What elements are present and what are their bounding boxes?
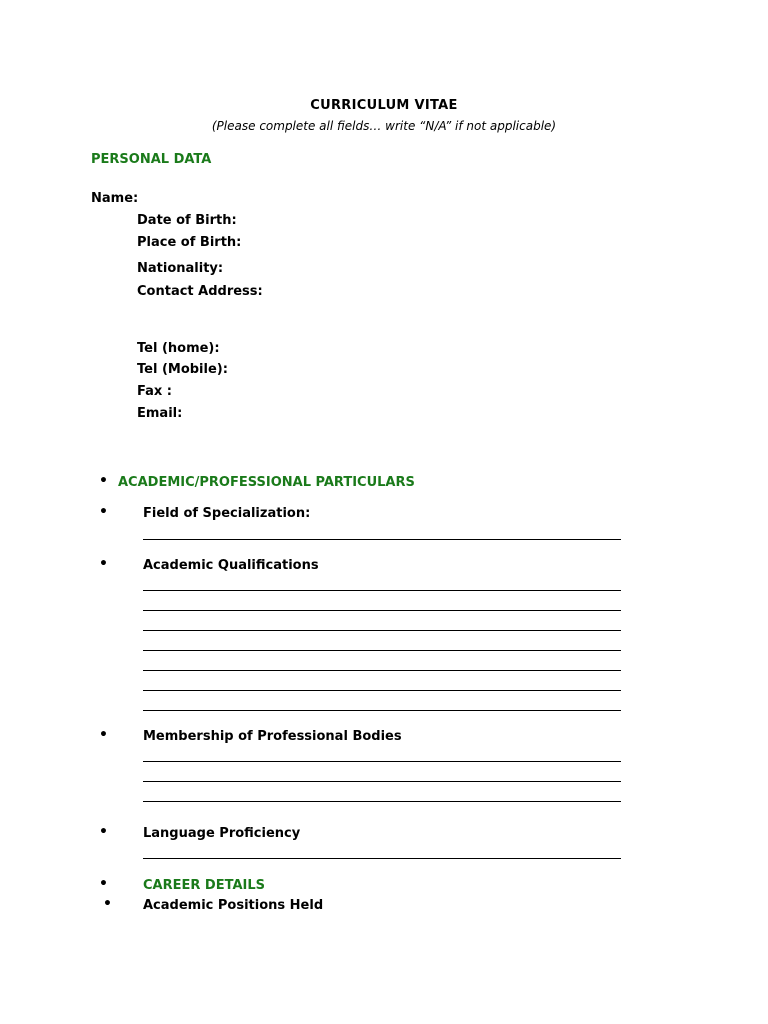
- tel-mobile-label: Tel (Mobile):: [137, 362, 228, 377]
- tel-home-label: Tel (home):: [137, 341, 220, 356]
- bullet-icon: •: [99, 556, 108, 572]
- page-subtitle: (Please complete all fields… write “N/A” if not applicable): [211, 119, 557, 133]
- language-answer-line[interactable]: [143, 858, 621, 859]
- membership-answer-line[interactable]: [143, 781, 621, 782]
- specialization-answer-line[interactable]: [143, 539, 621, 540]
- bullet-icon: •: [103, 896, 112, 912]
- fax-label: Fax :: [137, 384, 173, 399]
- qualification-answer-line[interactable]: [143, 630, 621, 631]
- bullet-icon: •: [99, 504, 108, 520]
- language-proficiency-label: Language Proficiency: [143, 826, 301, 841]
- bullet-icon: •: [99, 876, 108, 892]
- page-title: CURRICULUM VITAE: [310, 98, 458, 113]
- bullet-icon: •: [99, 727, 108, 743]
- qualification-answer-line[interactable]: [143, 610, 621, 611]
- qualification-answer-line[interactable]: [143, 670, 621, 671]
- date-of-birth-label: Date of Birth:: [137, 213, 237, 228]
- membership-label: Membership of Professional Bodies: [143, 729, 402, 744]
- qualification-answer-line[interactable]: [143, 650, 621, 651]
- bullet-icon: •: [99, 473, 108, 489]
- membership-answer-line[interactable]: [143, 801, 621, 802]
- email-label: Email:: [137, 406, 183, 421]
- academic-qualifications-label: Academic Qualifications: [143, 558, 319, 573]
- academic-heading: ACADEMIC/PROFESSIONAL PARTICULARS: [118, 475, 415, 490]
- qualification-answer-line[interactable]: [143, 710, 621, 711]
- contact-address-label: Contact Address:: [137, 284, 263, 299]
- academic-positions-label: Academic Positions Held: [143, 898, 324, 913]
- qualification-answer-line[interactable]: [143, 590, 621, 591]
- name-label: Name:: [91, 191, 139, 206]
- field-of-specialization-label: Field of Specialization:: [143, 506, 311, 521]
- place-of-birth-label: Place of Birth:: [137, 235, 242, 250]
- nationality-label: Nationality:: [137, 261, 224, 276]
- membership-answer-line[interactable]: [143, 761, 621, 762]
- career-heading: CAREER DETAILS: [143, 878, 265, 893]
- qualification-answer-line[interactable]: [143, 690, 621, 691]
- personal-data-heading: PERSONAL DATA: [91, 152, 212, 167]
- bullet-icon: •: [99, 824, 108, 840]
